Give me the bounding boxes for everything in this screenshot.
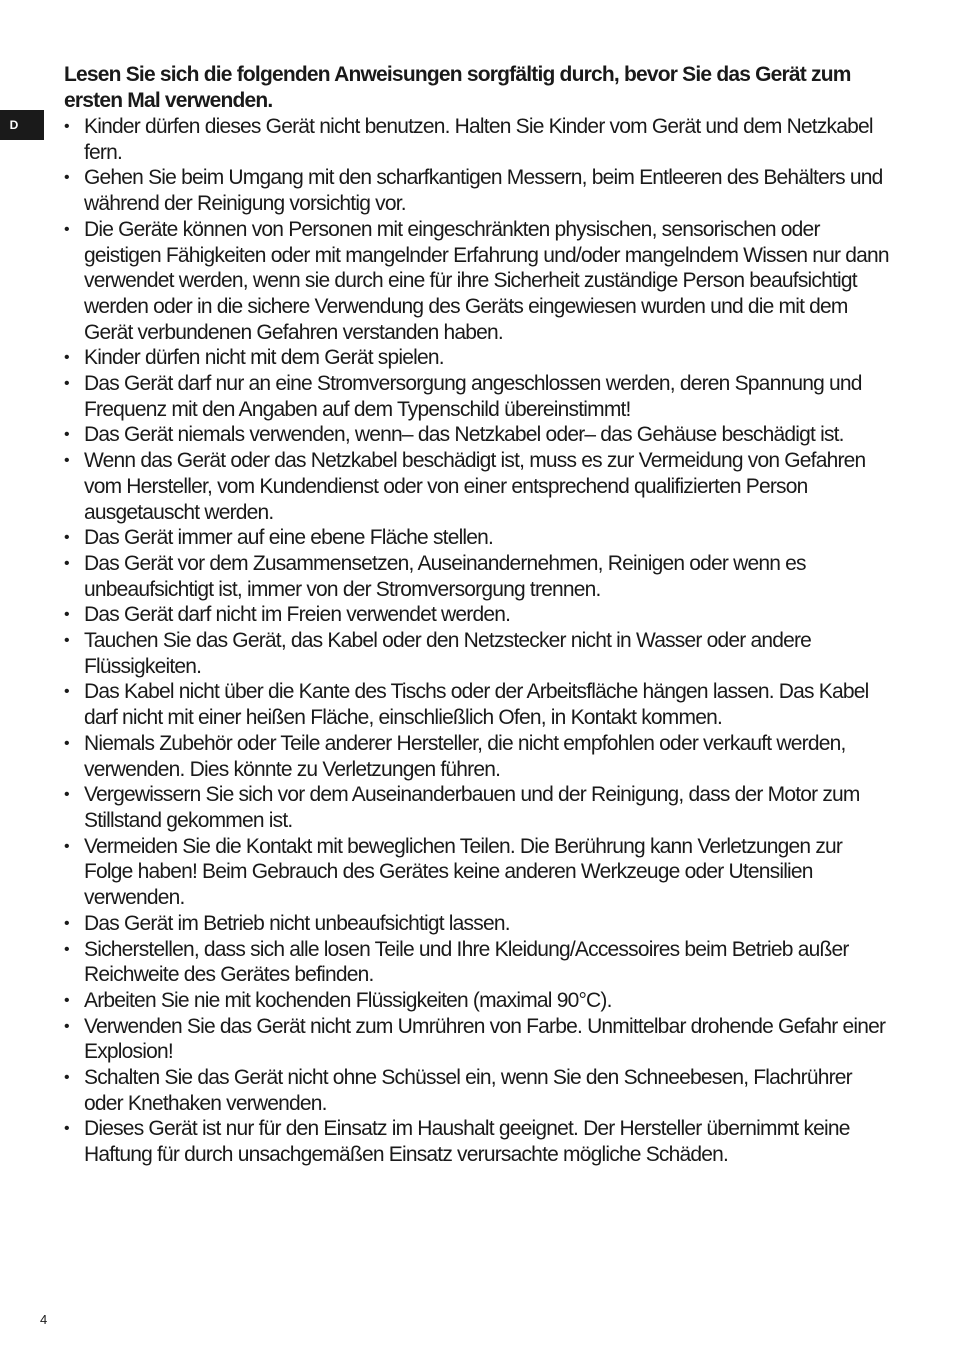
instructions-heading: Lesen Sie sich die folgenden Anweisungen sorgfältig durch, bevor Sie das Gerät zum ersten Mal verwenden. [64, 63, 851, 112]
page-number: 4 [40, 1312, 48, 1327]
list-item: • Das Gerät darf nur an eine Stromversorgung angeschlossen werden, deren Spannung und Frequenz mit den Angaben auf dem Typenschild übereinstimmt! [64, 371, 894, 422]
list-item: • Verwenden Sie das Gerät nicht zum Umrühren von Farbe. Unmittelbar drohende Gefahr einer Explosion! [64, 1014, 894, 1065]
list-item: • Das Gerät immer auf eine ebene Fläche stellen. [64, 525, 894, 551]
list-item: • Niemals Zubehör oder Teile anderer Hersteller, die nicht empfohlen oder verkauft werden, verwenden. Dies könnte zu Verletzungen führen. [64, 731, 894, 782]
list-item: • Die Geräte können von Personen mit eingeschränkten physischen, sensorischen oder geistigen Fähigkeiten oder mit mangelnder Erfahrung und/oder mangelndem Wissen nur dann verwendet werden, wenn sie durch eine für ihre Sicherheit zuständige Person beaufsichtigt werden oder in die sichere Verwendung des Geräts eingewiesen wurden und die mit dem Gerät verbundenen Gefahren verstanden haben. [64, 217, 894, 346]
list-item: • Sicherstellen, dass sich alle losen Teile und Ihre Kleidung/Accessoires beim Betrieb außer Reichweite des Gerätes befinden. [64, 937, 894, 988]
list-item: • Das Gerät vor dem Zusammensetzen, Auseinandernehmen, Reinigen oder wenn es unbeaufsichtigt ist, immer von der Stromversorgung trennen. [64, 551, 894, 602]
list-item: • Wenn das Gerät oder das Netzkabel beschädigt ist, muss es zur Vermeidung von Gefahren vom Hersteller, vom Kundendienst oder von einer entsprechend qualifizierten Person ausgetauscht werden. [64, 448, 894, 525]
list-item: • Das Gerät im Betrieb nicht unbeaufsichtigt lassen. [64, 911, 894, 937]
list-item: • Vergewissern Sie sich vor dem Auseinanderbauen und der Reinigung, dass der Motor zum Stillstand gekommen ist. [64, 782, 894, 833]
list-item: • Das Gerät darf nicht im Freien verwendet werden. [64, 602, 894, 628]
list-item: • Kinder dürfen nicht mit dem Gerät spielen. [64, 345, 894, 371]
list-item: • Arbeiten Sie nie mit kochenden Flüssigkeiten (maximal 90°C). [64, 988, 894, 1014]
language-tab: D [0, 110, 44, 140]
list-item: • Dieses Gerät ist nur für den Einsatz im Haushalt geeignet. Der Hersteller übernimmt keine Haftung für durch unsachgemäßen Einsatz verursachte mögliche Schäden. [64, 1116, 894, 1167]
list-item: • Das Kabel nicht über die Kante des Tischs oder der Arbeitsfläche hängen lassen. Das Kabel darf nicht mit einer heißen Fläche, einschließlich Ofen, in Kontakt kommen. [64, 679, 894, 730]
instructions-list [64, 114, 894, 1168]
safety-instructions [64, 62, 894, 1168]
list-item: • Kinder dürfen dieses Gerät nicht benutzen. Halten Sie Kinder vom Gerät und dem Netzkabel fern. [64, 114, 894, 165]
list-item: • Vermeiden Sie die Kontakt mit beweglichen Teilen. Die Berührung kann Verletzungen zur Folge haben! Beim Gebrauch des Gerätes keine anderen Werkzeuge oder Utensilien verwenden. [64, 834, 894, 911]
list-item: • Tauchen Sie das Gerät, das Kabel oder den Netzstecker nicht in Wasser oder andere Flüssigkeiten. [64, 628, 894, 679]
list-item: • Gehen Sie beim Umgang mit den scharfkantigen Messern, beim Entleeren des Behälters und während der Reinigung vorsichtig vor. [64, 165, 894, 216]
list-item: • Schalten Sie das Gerät nicht ohne Schüssel ein, wenn Sie den Schneebesen, Flachrührer oder Knethaken verwenden. [64, 1065, 894, 1116]
list-item: • Das Gerät niemals verwenden, wenn– das Netzkabel oder– das Gehäuse beschädigt ist. [64, 422, 894, 448]
